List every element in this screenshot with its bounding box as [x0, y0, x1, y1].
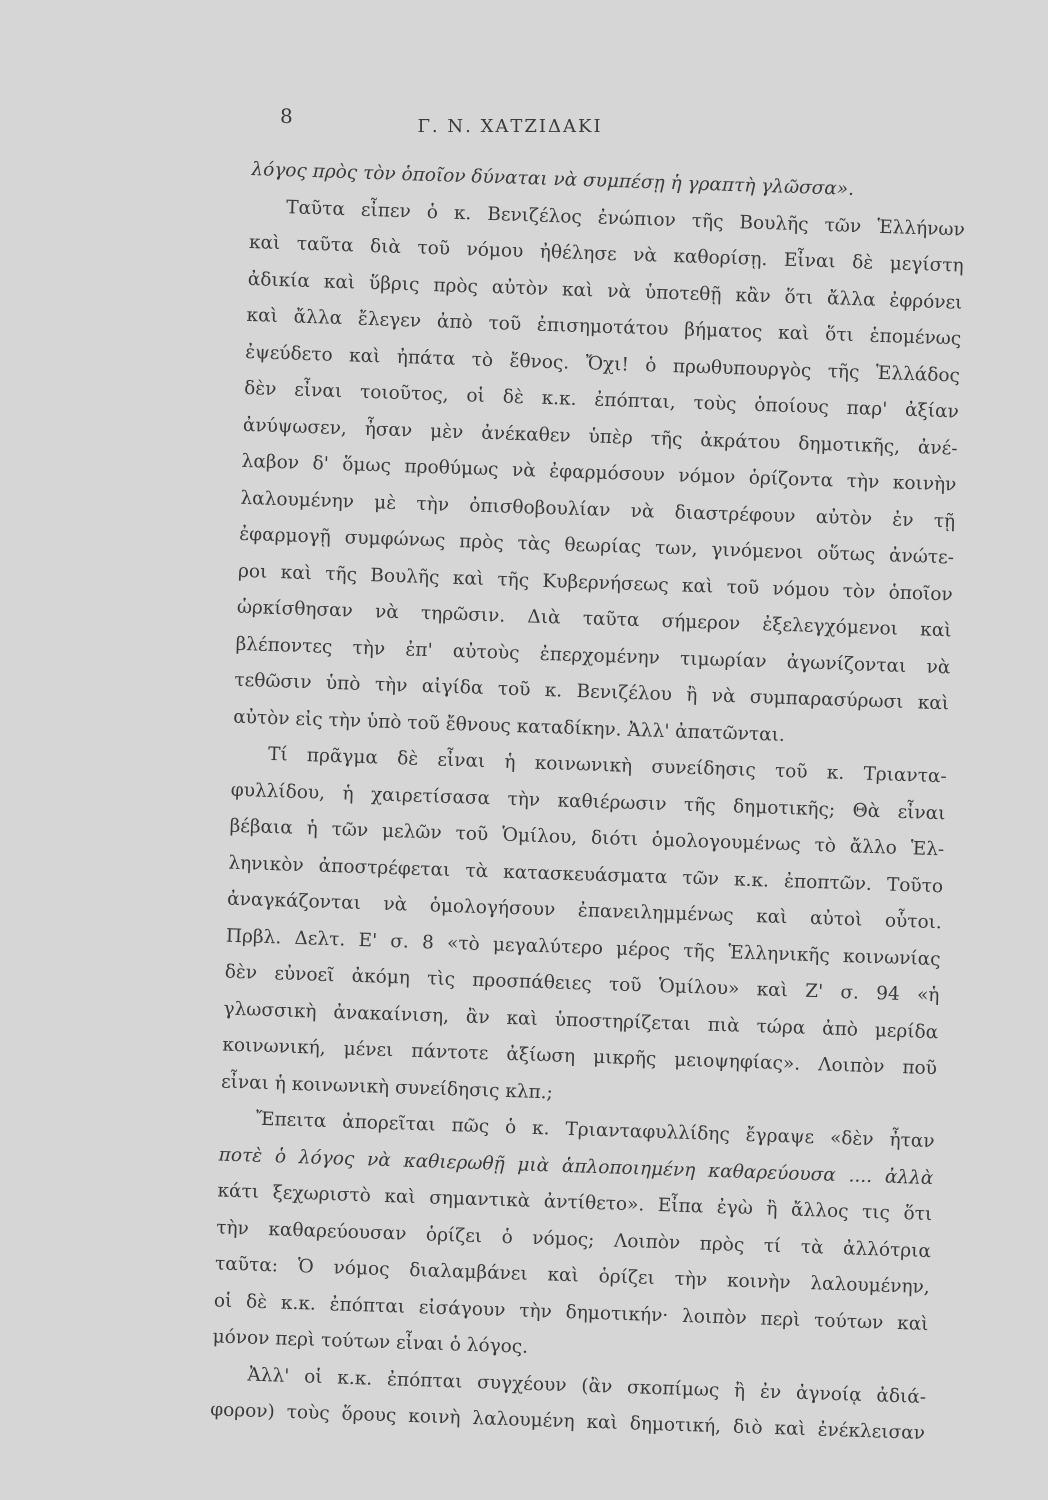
text-line: βλέποντες τὴν ἐπ' αὐτοὺς ἐπερχομένην τιμωρίαν ἀγωνίζονται νὰ [235, 633, 951, 678]
text-line: γλωσσικὴ ἀνακαίνιση, ἂν καὶ ὑποστηρίζεται πιὰ τώρα ἀπὸ μερίδα [223, 998, 939, 1043]
text-line: εἶναι ἡ κοινωνικὴ συνείδησις κλπ.; [220, 1070, 554, 1103]
text-line: ἐψεύδετο καὶ ἠπάτα τὸ ἔθνος. Ὄχι! ὁ πρωθυπουργὸς τῆς Ἑλλάδος [245, 341, 961, 387]
text-line: τὴν καθαρεύουσαν ὁρίζει ὁ νόμος; Λοιπὸν πρὸς τί τὰ ἀλλότρια [215, 1216, 932, 1262]
text-line: ποτὲ ὁ λόγος νὰ καθιερωθῇ μιὰ ἁπλοποιημένη καθαρεύουσα .... ἀλλὰ [218, 1143, 934, 1189]
page-number: 8 [280, 104, 293, 128]
text-line: ἀνύψωσεν, ἦσαν μὲν ἀνέκαθεν ὑπὲρ τῆς ἀκράτου δημοτικῆς, ἀνέ- [242, 414, 958, 460]
text-line: ὡρκίσθησαν νὰ τηρῶσιν. Διὰ ταῦτα σήμερον ἐξελεγχόμενοι καὶ [236, 596, 952, 642]
text-line: λόγος πρὸς τὸν ὁποῖον δύναται νὰ συμπέσῃ ἡ γραπτὴ γλῶσσα». [251, 158, 855, 200]
text-line: καὶ ἄλλα ἔλεγεν ἀπὸ τοῦ ἐπισημοτάτου βήματος καὶ ὅτι ἑπομένως [246, 304, 962, 350]
text-line: δὲν εἶναι τοιοῦτος, οἱ δὲ κ.κ. ἐπόπται, τοὺς ὁποίους παρ' ἀξίαν [243, 377, 960, 423]
text-line: καὶ ταῦτα διὰ τοῦ νόμου ἠθέλησε νὰ καθορίσῃ. Εἶναι δὲ μεγίστη [248, 231, 964, 277]
text-line: ταῦτα: Ὁ νόμος διαλαμβάνει καὶ ὁρίζει τὴν κοινὴν λαλουμένην, [214, 1253, 931, 1299]
text-line: φυλλίδου, ἡ χαιρετίσασα τὴν καθιέρωσιν τῆς δημοτικῆς; Θὰ εἶναι [230, 779, 946, 824]
text-line: Τί πρᾶγμα δὲ εἶναι ἡ κοινωνικὴ συνείδησις τοῦ κ. Τριαντα- [267, 743, 948, 788]
text-line: φορον) τοὺς ὅρους κοινὴ λαλουμένη καὶ δημοτική, διὸ καὶ ἐνέκλεισαν [209, 1399, 926, 1445]
text-line: βέβαια ἡ τῶν μελῶν τοῦ Ὁμίλου, διότι ὁμολογουμένως τὸ ἄλλο Ἑλ- [229, 815, 945, 861]
text-line: Ἀλλ' οἱ κ.κ. ἐπόπται συγχέουν (ἂν σκοπίμως ἢ ἐν ἀγνοίᾳ ἀδιά- [247, 1364, 927, 1408]
text-line: αὐτὸν εἰς τὴν ὑπὸ τοῦ ἔθνους καταδίκην. Ἀλλ' ἀπατῶνται. [232, 706, 786, 746]
text-line: ροι καὶ τῆς Βουλῆς καὶ τῆς Κυβερνήσεως καὶ τοῦ νόμου τὸν ὁποῖον [237, 560, 954, 605]
running-header [0, 104, 1048, 144]
text-line: Ἔπειτα ἀπορεῖται πῶς ὁ κ. Τριανταφυλλίδης ἔγραψε «δὲν ἦταν [255, 1108, 935, 1153]
text-line: λαβον δ' ὅμως προθύμως νὰ ἐφαρμόσουν νόμον ὁρίζοντα τὴν κοινὴν [241, 450, 957, 496]
text-line: κάτι ξεχωριστὸ καὶ σημαντικὰ ἀντίθετο». Εἶπα ἐγὼ ἢ ἄλλος τις ὅτι [217, 1180, 933, 1226]
text-line: οἱ δὲ κ.κ. ἐπόπται εἰσάγουν τὴν δημοτικήν· λοιπὸν περὶ τούτων καὶ [213, 1289, 929, 1335]
running-title: Γ. Ν. ΧΑΤΖΙΔΑΚΙ [417, 116, 603, 137]
text-line: ληνικὸν ἀποστρέφεται τὰ κατασκευάσματα τῶν κ.κ. ἐποπτῶν. Τοῦτο [228, 852, 944, 897]
text-line: δὲν εὐνοεῖ ἀκόμη τὶς προσπάθειες τοῦ Ὁμίλου» καὶ Ζ' σ. 94 «ἡ [224, 961, 940, 1007]
body-text [210, 152, 967, 1453]
text-line: τεθῶσιν ὑπὸ τὴν αἰγίδα τοῦ κ. Βενιζέλου ἢ νὰ συμπαρασύρωσι καὶ [234, 669, 950, 715]
text-line: μόνον περὶ τούτων εἶναι ὁ λόγος. [212, 1326, 529, 1358]
text-line: κοινωνική, μένει πάντοτε ἀξίωση μικρῆς μειοψηφίας». Λοιπὸν ποῦ [222, 1034, 938, 1080]
text-line: λαλουμένην μὲ τὴν ὀπισθοβουλίαν νὰ διαστρέφουν αὐτὸν ἐν τῇ [240, 487, 956, 533]
text-line: Ταῦτα εἶπεν ὁ κ. Βενιζέλος ἐνώπιον τῆς Βουλῆς τῶν Ἑλλήνων [285, 196, 966, 241]
text-line: ἐφαρμογῇ συμφώνως πρὸς τὰς θεωρίας των, γινόμενοι οὕτως ἀνώτε- [238, 523, 955, 569]
text-line: ἀναγκάζονται νὰ ὁμολογήσουν ἐπανειλημμένως καὶ αὐτοὶ οὗτοι. [226, 888, 943, 934]
text-line: ἀδικία καὶ ὕβρις πρὸς αὐτὸν καὶ νὰ ὑποτεθῇ κἂν ὅτι ἄλλα ἐφρόνει [247, 268, 963, 314]
text-line: Πρβλ. Δελτ. Ε' σ. 8 «τὸ μεγαλύτερο μέρος τῆς Ἑλληνικῆς κοινωνίας [225, 925, 941, 970]
